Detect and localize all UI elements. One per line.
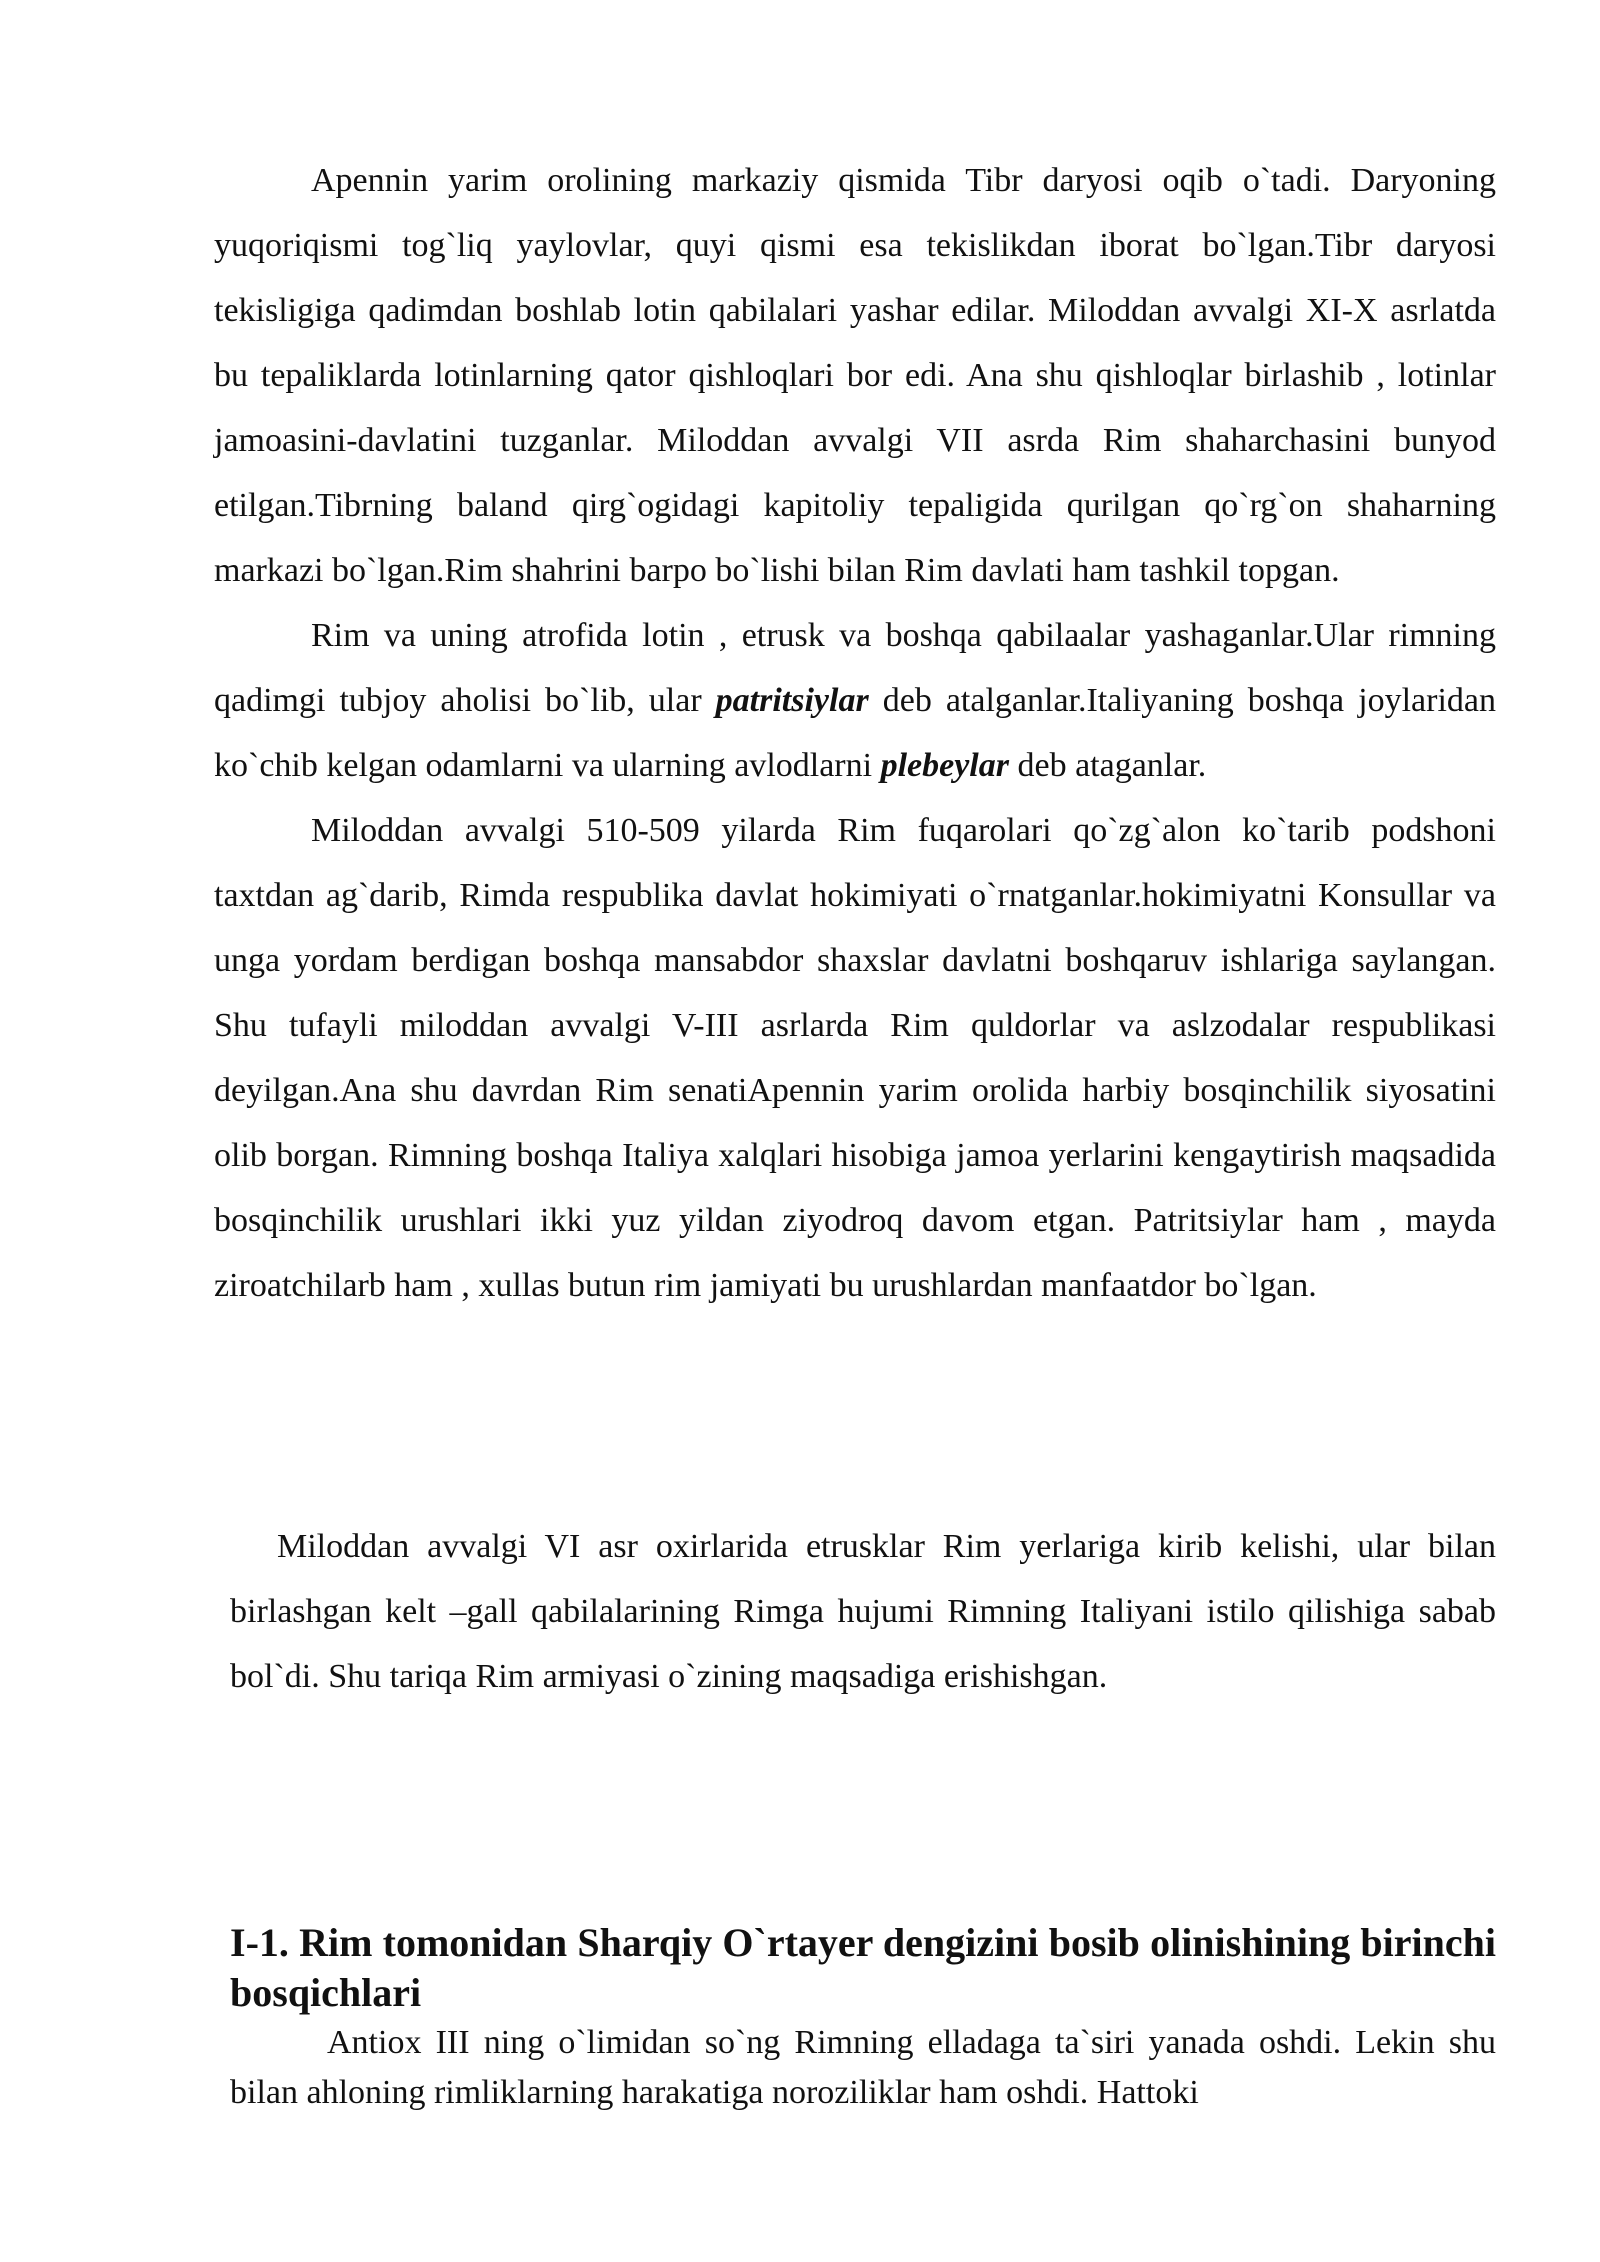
- section-i-1: [230, 1918, 1496, 2118]
- paragraph-text: deb atalganlar.Italiyaning boshqa joylaridan ko`chib kelgan odamlarni va ularning avlodlarni: [214, 682, 1496, 784]
- section-body-text: Antiox III ning o`limidan so`ng Rimning elladaga ta`siri yanada oshdi. Lekin shu bilan ahloning rimliklarning harakatiga noroziliklar ham oshdi. Hattoki: [230, 2024, 1496, 2111]
- paragraph-tibr-river: Apennin yarim orolining markaziy qismida Tibr daryosi oqib o`tadi. Daryoning yuqoriqismi tog`liq yaylovlar, quyi qismi esa tekislikdan iborat bo`lgan.Tibr daryosi tekisligiga qadimdan boshlab lotin qabilalari yashar edilar. Miloddan avvalgi XI-X asrlatda bu tepaliklarda lotinlarning qator qishloqlari bor edi. Ana shu qishloqlar birlashib , lotinlar jamoasini-davlatini tuzganlar. Miloddan avvalgi VII asrda Rim shaharchasini bunyod etilgan.Tibrning baland qirg`ogidagi kapitoliy tepaligida qurilgan qo`rg`on shaharning markazi bo`lgan.Rim shahrini barpo bo`lishi bilan Rim davlati ham tashkil topgan.: [214, 162, 1496, 589]
- term-patritsiylar: patritsiylar: [715, 682, 869, 719]
- section-heading: I-1. Rim tomonidan Sharqiy O`rtayer dengizini bosib olinishining birinchi bosqichlari: [230, 1920, 1496, 2015]
- paragraph-patricians-plebeians: [214, 603, 1496, 798]
- paragraph-text: Rim va uning atrofida lotin , etrusk va boshqa qabilaalar yashaganlar.Ular rimning qadimgi tubjoy aholisi bo`lib, ular: [214, 617, 1496, 719]
- paragraph-text: deb ataganlar.: [1008, 747, 1207, 784]
- secondary-text-block: [230, 1514, 1496, 1709]
- paragraph-etruscans: Miloddan avvalgi VI asr oxirlarida etrusklar Rim yerlariga kirib kelishi, ular bilan birlashgan kelt –gall qabilalarining Rimga hujumi Rimning Italiyani istilo qilishiga sabab bol`di. Shu tariqa Rim armiyasi o`zining maqsadiga erishishgan.: [230, 1528, 1496, 1695]
- main-text-block: [214, 148, 1496, 1318]
- term-plebeylar: plebeylar: [880, 747, 1009, 784]
- paragraph-republic: Miloddan avvalgi 510-509 yilarda Rim fuqarolari qo`zg`alon ko`tarib podshoni taxtdan ag`darib, Rimda respublika davlat hokimiyati o`rnatganlar.hokimiyatni Konsullar va unga yordam berdigan boshqa mansabdor shaxslar davlatni boshqaruv ishlariga saylangan. Shu tufayli miloddan avvalgi V-III asrlarda Rim quldorlar va aslzodalar respublikasi deyilgan.Ana shu davrdan Rim senatiApennin yarim orolida harbiy bosqinchilik siyosatini olib borgan. Rimning boshqa Italiya xalqlari hisobiga jamoa yerlarini kengaytirish maqsadida bosqinchilik urushlari ikki yuz yildan ziyodroq davom etgan. Patritsiylar ham , mayda ziroatchilarb ham , xullas butun rim jamiyati bu urushlardan manfaatdor bo`lgan.: [214, 812, 1496, 1304]
